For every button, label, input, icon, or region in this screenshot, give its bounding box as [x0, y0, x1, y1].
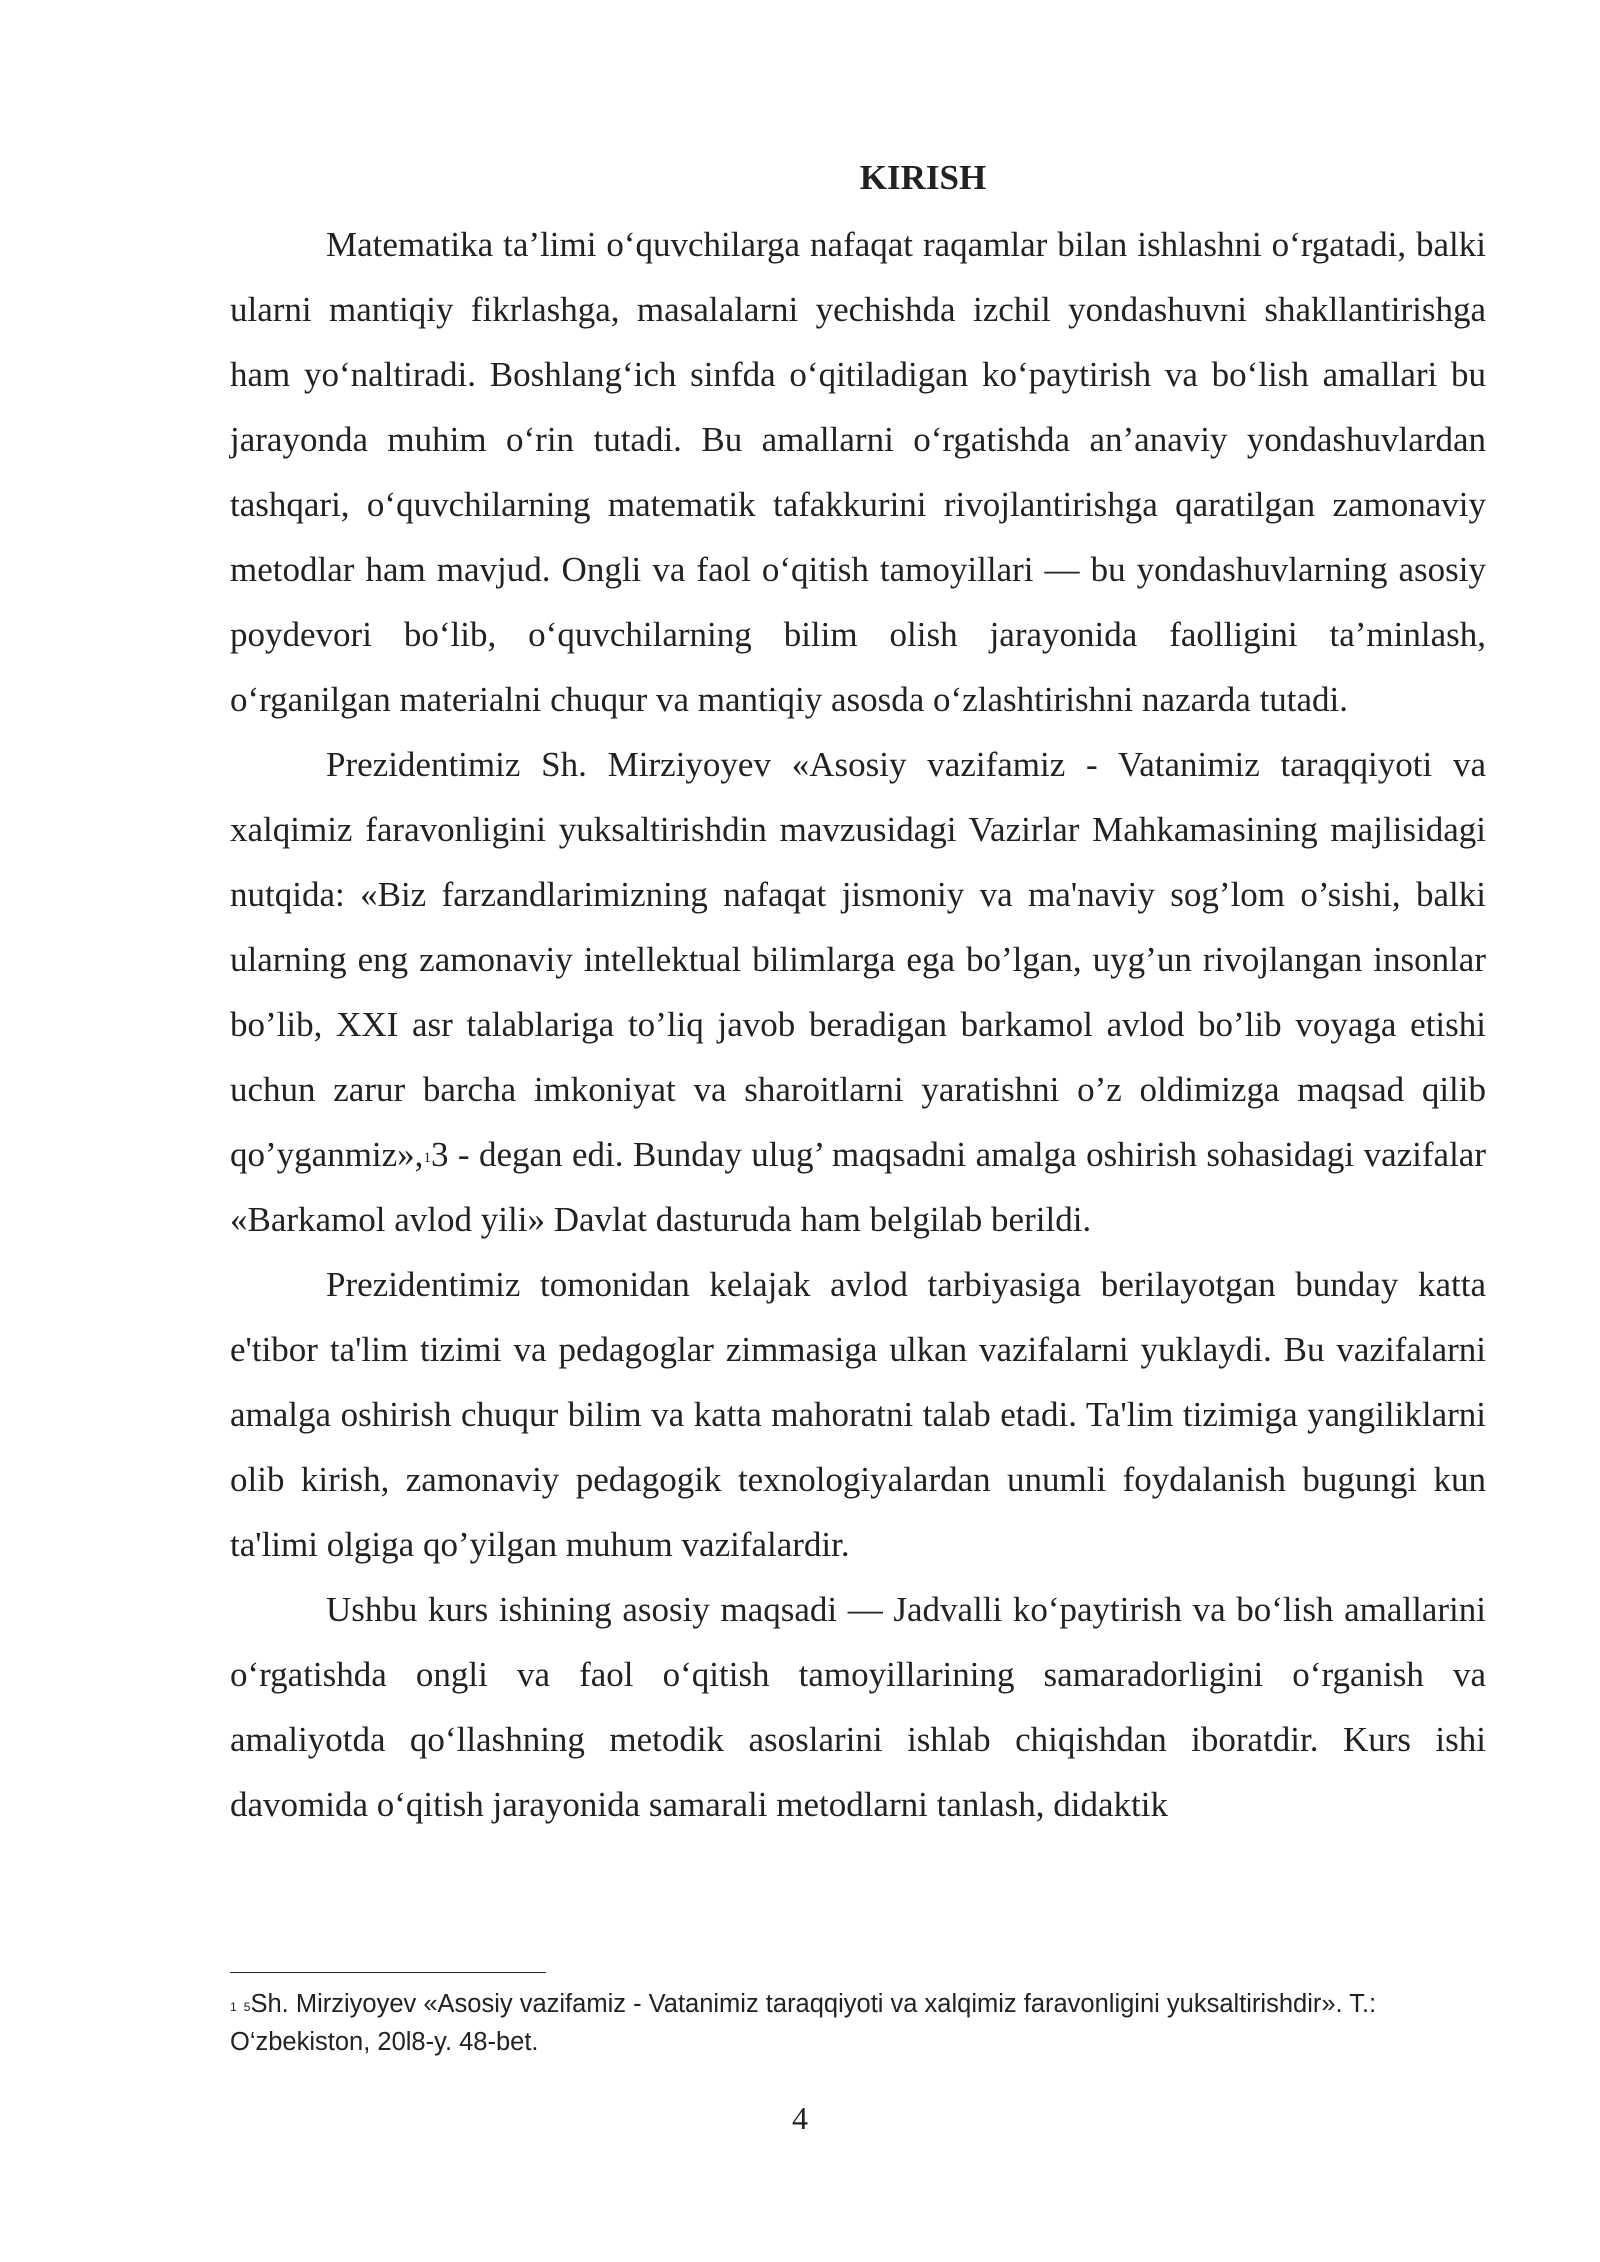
document-body [230, 148, 1486, 1837]
page-number: 4 [792, 2100, 808, 2136]
footnote-number: 1 [230, 2000, 237, 2014]
paragraph-quote-continuation: 3 - degan edi. Bunday ulug’ maqsadni amalga oshirish sohasidagi vazifalar «Barkamol avlod yili» Davlat dasturuda ham belgilab berildi. [230, 1135, 1486, 1239]
paragraph-president-quote [230, 732, 1486, 1252]
paragraph-course-goal: Ushbu kurs ishining asosiy maqsadi — Jadvalli ko‘paytirish va bo‘lish amallarini o‘rgatishda ongli va faol o‘qitish tamoyillarining samaradorligini o‘rganish va amaliyotda qo‘llashning metodik asoslarini ishlab chiqishdan iboratdir. Kurs ishi davomida o‘qitish jarayonida samarali metodlarni tanlash, didaktik [230, 1590, 1486, 1824]
footnote-reference: 1 [423, 1150, 431, 1166]
paragraph-quote-text: Prezidentimiz Sh. Mirziyoyev «Asosiy vazifamiz - Vatanimiz taraqqiyoti va xalqimiz faravonligini yuksaltirishdin mavzusidagi Vazirlar Mahkamasining majlisidagi nutqida: «Biz farzandlarimizning nafaqat jismoniy va ma'naviy sog’lom o’sishi, balki ularning eng zamonaviy intellektual bilimlarga ega bo’lgan, uyg’un rivojlangan insonlar bo’lib, XXI asr talablariga to’liq javob beradigan barkamol avlod bo’lib voyaga etishi uchun zarur barcha imkoniyat va sharoitlarni yaratishni o’z oldimizga maqsad qilib qo’yganmiz», [230, 745, 1486, 1174]
footnote-inner-marker: 5 [243, 2000, 251, 2014]
paragraph-intro: Matematika ta’limi o‘quvchilarga nafaqat raqamlar bilan ishlashni o‘rgatadi, balki ularni mantiqiy fikrlashga, masalalarni yechishda izchil yondashuvni shakllantirishga ham yo‘naltiradi. Boshlang‘ich sinfda o‘qitiladigan ko‘paytirish va bo‘lish amallari bu jarayonda muhim o‘rin tutadi. Bu amallarni o‘rgatishda an’anaviy yondashuvlardan tashqari, o‘quvchilarning matematik tafakkurini rivojlantirishga qaratilgan zamonaviy metodlar ham mavjud. Ongli va faol o‘qitish tamoyillari — bu yondashuvlarning asosiy poydevori bo‘lib, o‘quvchilarning bilim olish jarayonida faolligini ta’minlash, o‘rganilgan materialni chuqur va mantiqiy asosda o‘zlashtirishni nazarda tutadi. [230, 225, 1486, 719]
footnote-text: Sh. Mirziyoyev «Asosiy vazifamiz - Vatanimiz taraqqiyoti va xalqimiz faravonligini yuksaltirishdir». T.: O‘zbekiston, 20l8-y. 48-bet. [230, 1990, 1377, 2056]
footnote [230, 1985, 1380, 2061]
section-heading: KIRISH [859, 158, 987, 197]
paragraph-education-tasks: Prezidentimiz tomonidan kelajak avlod tarbiyasiga berilayotgan bunday katta e'tibor ta'lim tizimi va pedagoglar zimmasiga ulkan vazifalarni yuklaydi. Bu vazifalarni amalga oshirish chuqur bilim va katta mahoratni talab etadi. Ta'lim tizimiga yangiliklarni olib kirish, zamonaviy pedagogik texnologiyalardan unumli foydalanish bugungi kun ta'limi olgiga qo’yilgan muhum vazifalardir. [230, 1265, 1486, 1564]
footnote-separator [230, 1972, 546, 1973]
